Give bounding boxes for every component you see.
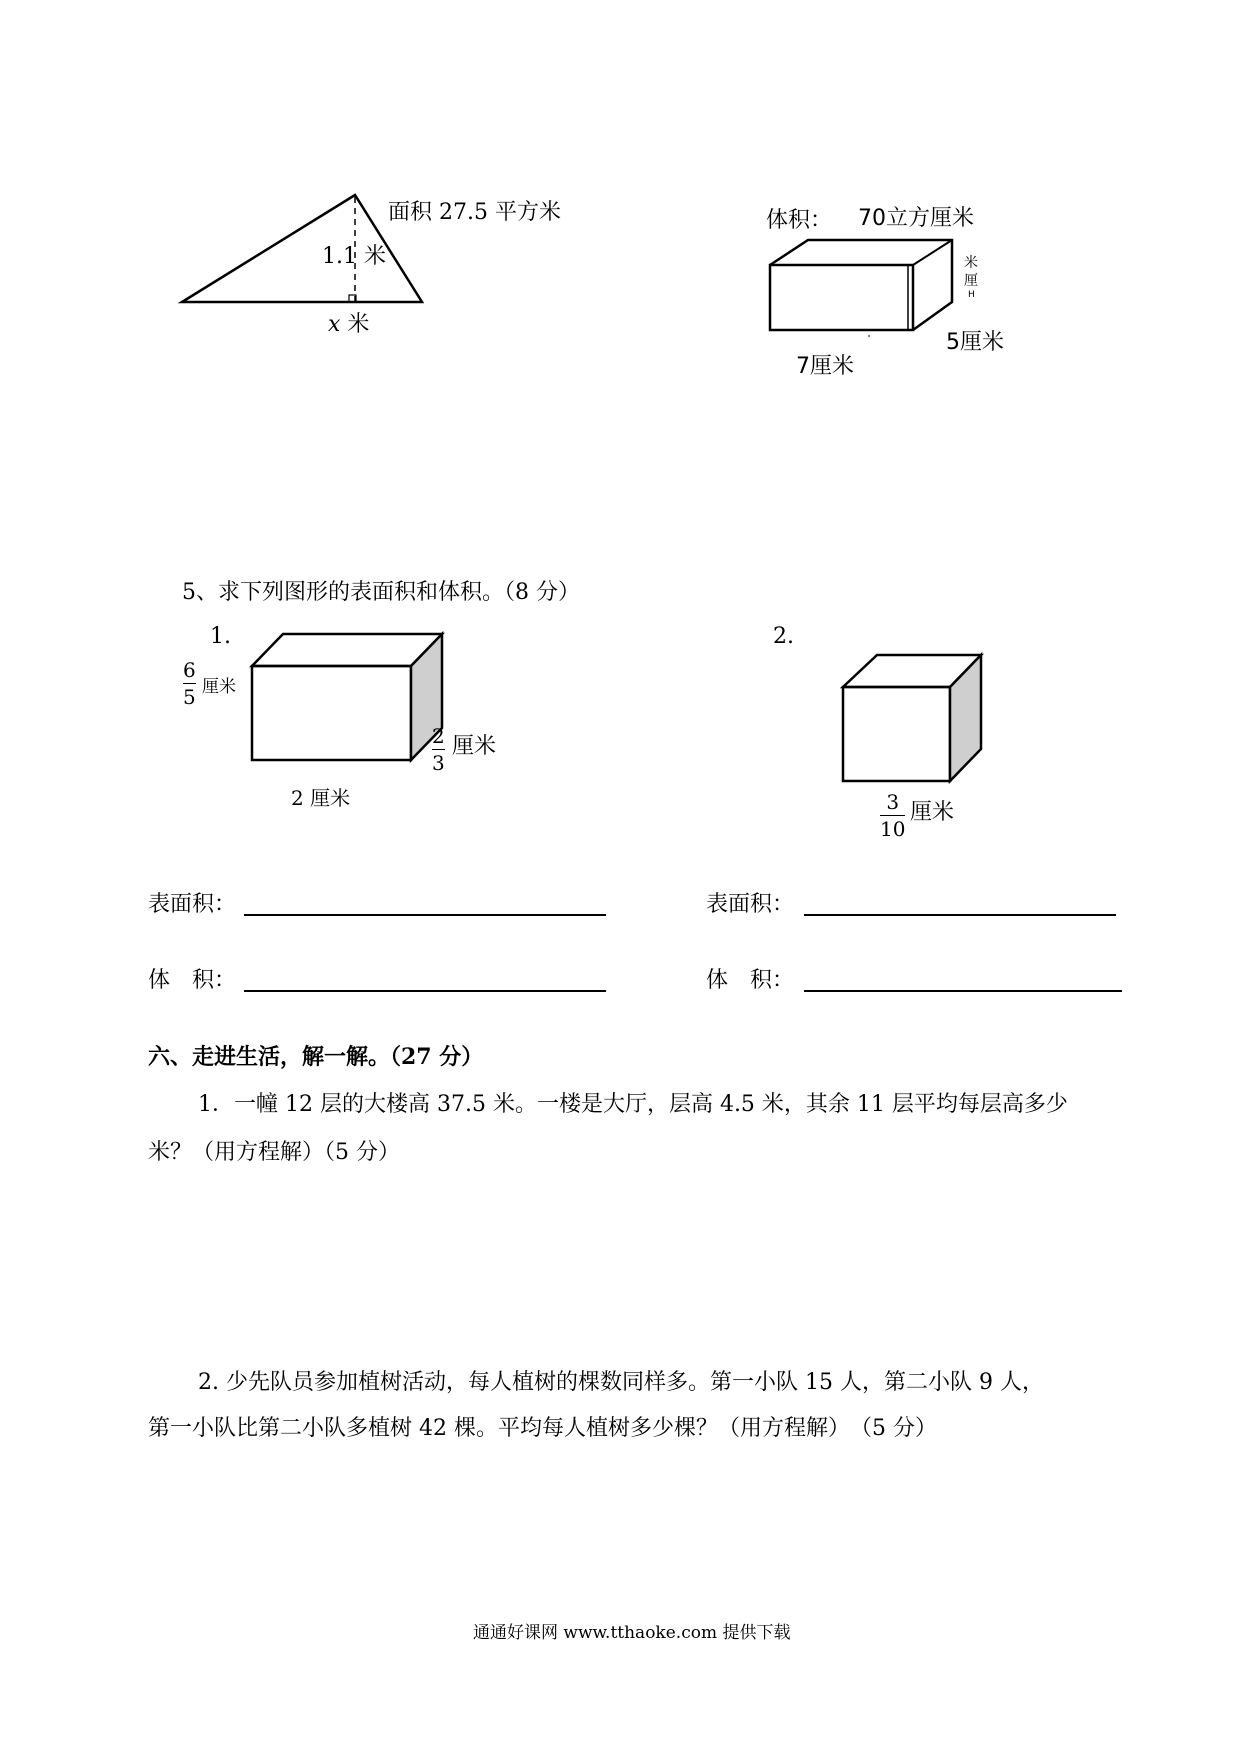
figure-2-surface-answer-line[interactable]	[804, 914, 1116, 916]
figure-2-edge-fraction	[880, 792, 905, 839]
figure-1-volume-label: 体 积：	[148, 968, 237, 993]
figure-1-number: 1.	[210, 624, 231, 649]
figure-2-surface-label: 表面积：	[706, 892, 795, 917]
figure-2-edge-unit: 厘米	[910, 800, 955, 825]
figure-1-surface-label: 表面积：	[148, 892, 237, 917]
cuboid-height-mark: H	[968, 290, 975, 300]
cuboid-height-mid: 厘	[964, 273, 978, 289]
figure-2-volume-label: 体 积：	[706, 968, 795, 993]
figure-1-volume-answer-line[interactable]	[244, 990, 606, 992]
cuboid-height-unit: 米	[964, 255, 978, 271]
figure-2-volume-answer-line[interactable]	[804, 990, 1122, 992]
fraction-denominator: 3	[432, 751, 445, 775]
figure-1-surface-answer-line[interactable]	[244, 914, 606, 916]
fraction-numerator: 2	[432, 724, 445, 748]
cuboid-depth-label: 5厘米	[946, 330, 1004, 355]
base-variable: x	[328, 312, 341, 337]
figure-2-number: 2.	[773, 624, 794, 649]
problem-2-line-1: 2. 少先队员参加植树活动，每人植树的棵数同样多。第一小队 15 人，第二小队 9 人，	[198, 1370, 1044, 1395]
volume-prefix: 体积：	[766, 208, 833, 233]
triangle-height-label: 1.1 米	[322, 244, 386, 269]
fraction-bar	[880, 815, 905, 816]
section-6-heading: 六、走进生活，解一解。（27 分）	[148, 1044, 484, 1070]
base-unit: 米	[347, 312, 370, 337]
fraction-numerator: 3	[886, 790, 900, 814]
problem-2-line-2: 第一小队比第二小队多植树 42 棵。平均每人植树多少棵？（用方程解） （5 分）	[148, 1416, 937, 1441]
problem-1-line-1: 1．一幢 12 层的大楼高 37.5 米。一楼是大厅，层高 4.5 米，其余 11 层平均每层高多少	[198, 1092, 1068, 1117]
problem-1-line-2: 米？（用方程解）（5 分）	[148, 1140, 400, 1165]
figure-1-height-unit: 厘米	[202, 677, 236, 697]
figure-1-length-label: 2 厘米	[291, 786, 351, 810]
fraction-numerator: 6	[183, 658, 196, 682]
volume-value: 70立方厘米	[858, 206, 974, 231]
cuboid-width-label: 7厘米	[796, 354, 854, 379]
figure-1-depth-unit: 厘米	[452, 734, 497, 759]
fraction-denominator: 10	[880, 817, 906, 841]
fraction-denominator: 5	[183, 685, 196, 709]
triangle-area-label: 面积 27.5 平方米	[388, 200, 561, 225]
question-5-heading: 5、求下列图形的表面积和体积。（8 分）	[182, 580, 580, 605]
footer-text: 通通好课网 www.tthaoke.com 提供下载	[473, 1623, 791, 1643]
